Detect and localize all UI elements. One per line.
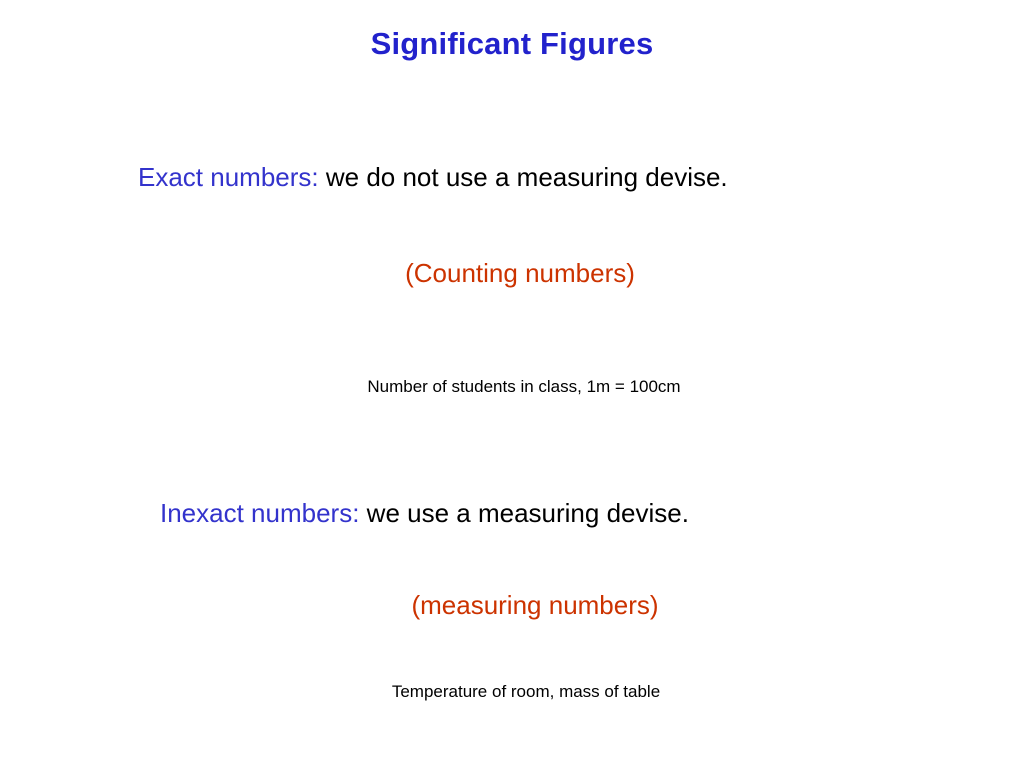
measuring-examples-text: Temperature of room, mass of table — [391, 682, 661, 701]
exact-numbers-text: we do not use a measuring devise. — [318, 162, 728, 192]
measuring-numbers-text: (measuring numbers) — [411, 590, 659, 620]
measuring-examples-line — [0, 682, 1024, 702]
counting-examples-text: Number of students in class, 1m = 100cm — [367, 377, 681, 396]
counting-numbers-note — [0, 258, 1024, 289]
exact-numbers-line — [0, 162, 1024, 193]
exact-numbers-label: Exact numbers: — [138, 162, 319, 192]
counting-numbers-text: (Counting numbers) — [405, 258, 635, 288]
page-title: Significant Figures — [370, 26, 654, 61]
measuring-numbers-note — [0, 590, 1024, 621]
inexact-numbers-label: Inexact numbers: — [160, 498, 360, 528]
inexact-numbers-line — [0, 498, 1024, 529]
inexact-numbers-text: we use a measuring devise. — [359, 498, 689, 528]
counting-examples-line — [0, 377, 1024, 397]
